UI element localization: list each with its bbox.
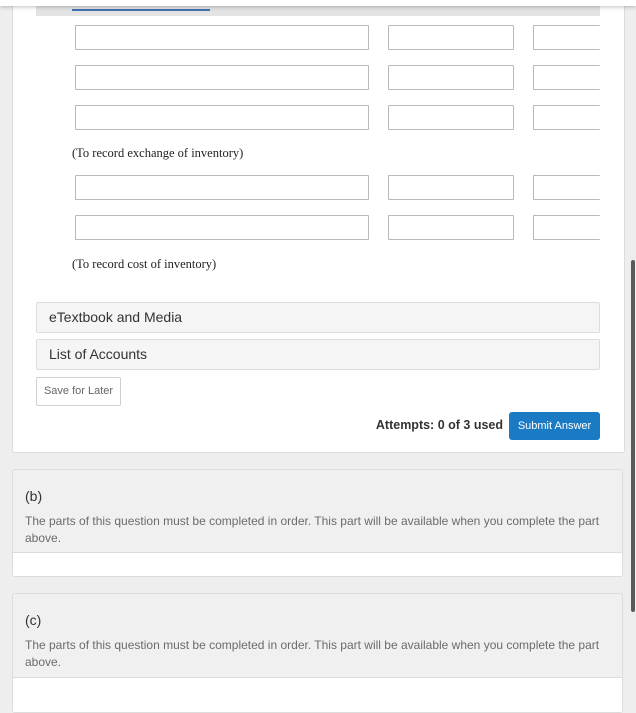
debit-input-1[interactable] <box>388 25 514 50</box>
part-b-card <box>12 469 623 577</box>
credit-input-2[interactable] <box>533 65 600 90</box>
debit-input-4[interactable] <box>388 175 514 200</box>
account-title-input-2[interactable] <box>75 65 369 90</box>
credit-input-5[interactable] <box>533 215 600 240</box>
part-c-card <box>12 593 623 713</box>
etextbook-media-toggle[interactable]: eTextbook and Media <box>36 302 600 333</box>
save-for-later-button[interactable]: Save for Later <box>36 377 121 406</box>
list-of-accounts-toggle[interactable]: List of Accounts <box>36 339 600 370</box>
part-b-label: (b) <box>25 488 43 504</box>
note-cost-inventory: (To record cost of inventory) <box>72 257 217 271</box>
account-title-input-4[interactable] <box>75 175 369 200</box>
page-scrollbar[interactable] <box>631 260 635 612</box>
credit-input-3[interactable] <box>533 105 600 130</box>
account-title-input-1[interactable] <box>75 25 369 50</box>
credit-input-4[interactable] <box>533 175 600 200</box>
debit-input-2[interactable] <box>388 65 514 90</box>
account-title-input-5[interactable] <box>75 215 369 240</box>
part-b-footer <box>13 552 622 576</box>
part-c-message: The parts of this question must be completed in order. This part will be available when you complete the part above. <box>25 638 600 669</box>
part-b-message: The parts of this question must be completed in order. This part will be available when you complete the part above. <box>25 514 600 545</box>
note-exchange-inventory: (To record exchange of inventory) <box>72 146 244 160</box>
part-c-footer <box>13 677 622 712</box>
debit-input-3[interactable] <box>388 105 514 130</box>
debit-input-5[interactable] <box>388 215 514 240</box>
credit-input-1[interactable] <box>533 25 600 50</box>
attempts-counter: Attempts: 0 of 3 used <box>375 418 503 432</box>
top-toolbar-edge <box>0 0 636 6</box>
submit-answer-button[interactable]: Submit Answer <box>509 412 600 440</box>
part-c-label: (c) <box>25 612 42 628</box>
account-title-input-3[interactable] <box>75 105 369 130</box>
